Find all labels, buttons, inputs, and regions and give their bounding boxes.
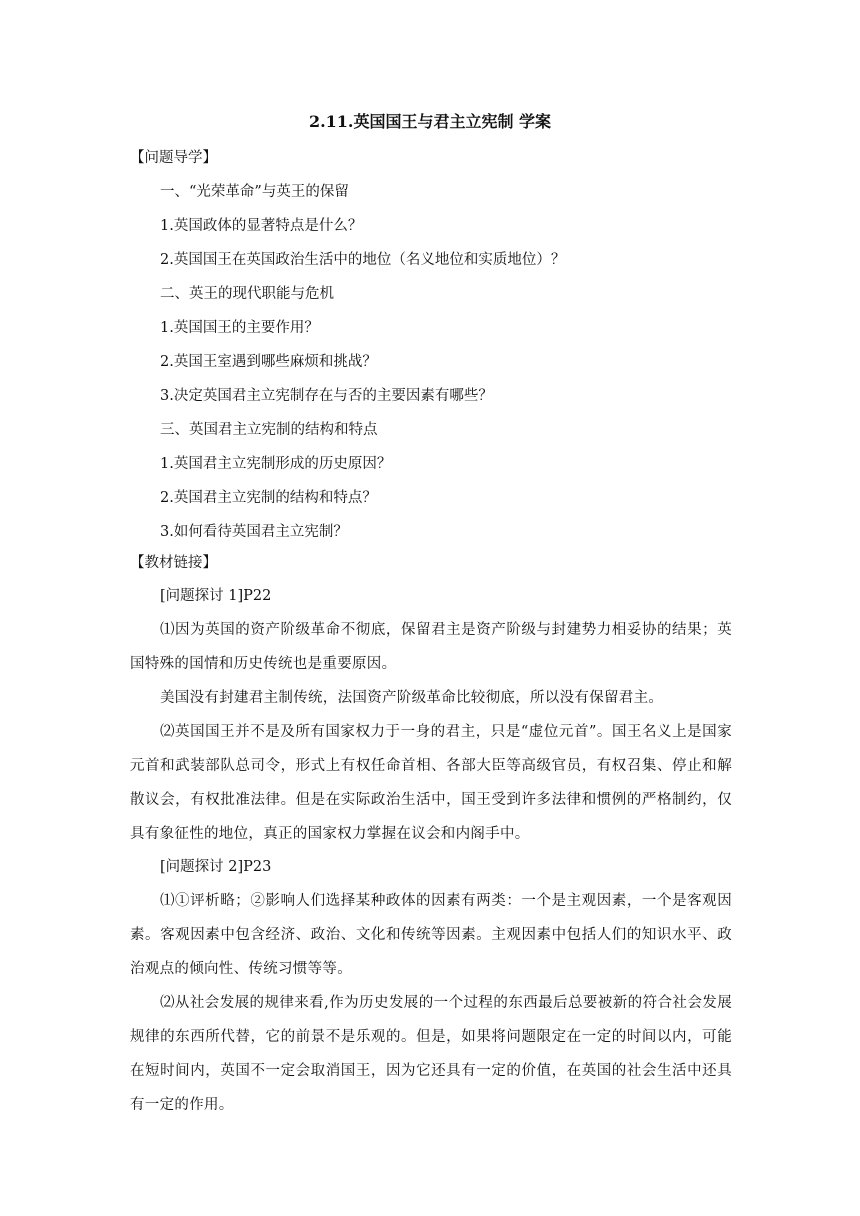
reference-label: [问题探讨 2]P23 [160, 859, 272, 875]
outline-item: 1.英国国王的主要作用？ [160, 320, 319, 336]
outline-item: 1.英国君主立宪制形成的历史原因？ [160, 456, 392, 472]
section-header-guide: 【问题导学】 [130, 150, 217, 166]
answer-paragraph: ⑴①评析略；②影响人们选择某种政体的因素有两类：一个是主观因素，一个是客观因素。客观因素中包含经济、政治、文化和传统等因素。主观因素中包括人们的知识水平、政治观点的倾向性、传统习惯等等。 [130, 893, 732, 977]
outline-item: 一、“光荣革命”与英王的保留 [160, 184, 349, 200]
section-header-textbook: 【教材链接】 [130, 555, 217, 571]
outline-item: 2.英国君主立宪制的结构和特点？ [160, 490, 377, 506]
answer-paragraph: 美国没有封建君主制传统，法国资产阶级革命比较彻底，所以没有保留君主。 [160, 690, 664, 706]
answer-paragraph: ⑵从社会发展的规律来看,作为历史发展的一个过程的东西最后总要被新的符合社会发展规律的东西所代替，它的前景不是乐观的。但是，如果将问题限定在一定的时间以内，可能在短时间内，英国不一定会取消国王，因为它还具有一定的价值，在英国的社会生活中还具有一定的作用。 [130, 995, 732, 1113]
answer-paragraph: ⑴因为英国的资产阶级革命不彻底，保留君主是资产阶级与封建势力相妥协的结果；英国特殊的国情和历史传统也是重要原因。 [130, 622, 732, 672]
outline-item: 三、英国君主立宪制的结构和特点 [160, 422, 378, 438]
document-title: 2.11.英国国王与君主立宪制 学案 [308, 112, 552, 131]
outline-item: 1.英国政体的显著特点是什么？ [160, 218, 363, 234]
outline-item: 3.如何看待英国君主立宪制？ [160, 524, 348, 540]
outline-item: 3.决定英国君主立宪制存在与否的主要因素有哪些？ [160, 388, 493, 404]
outline-item: 2.英国国王在英国政治生活中的地位（名义地位和实质地位）？ [160, 252, 566, 268]
reference-label: [问题探讨 1]P22 [160, 588, 272, 604]
outline-item: 二、英王的现代职能与危机 [160, 286, 334, 302]
answer-paragraph: ⑵英国国王并不是及所有国家权力于一身的君主，只是“虚位元首”。国王名义上是国家元首和武装部队总司令，形式上有权任命首相、各部大臣等高级官员，有权召集、停止和解散议会，有权批准法律。但是在实际政治生活中，国王受到许多法律和惯例的严格制约，仅具有象征性的地位，真正的国家权力掌握在议会和内阁手中。 [130, 724, 732, 842]
outline-item: 2.英国王室遇到哪些麻烦和挑战？ [160, 354, 377, 370]
